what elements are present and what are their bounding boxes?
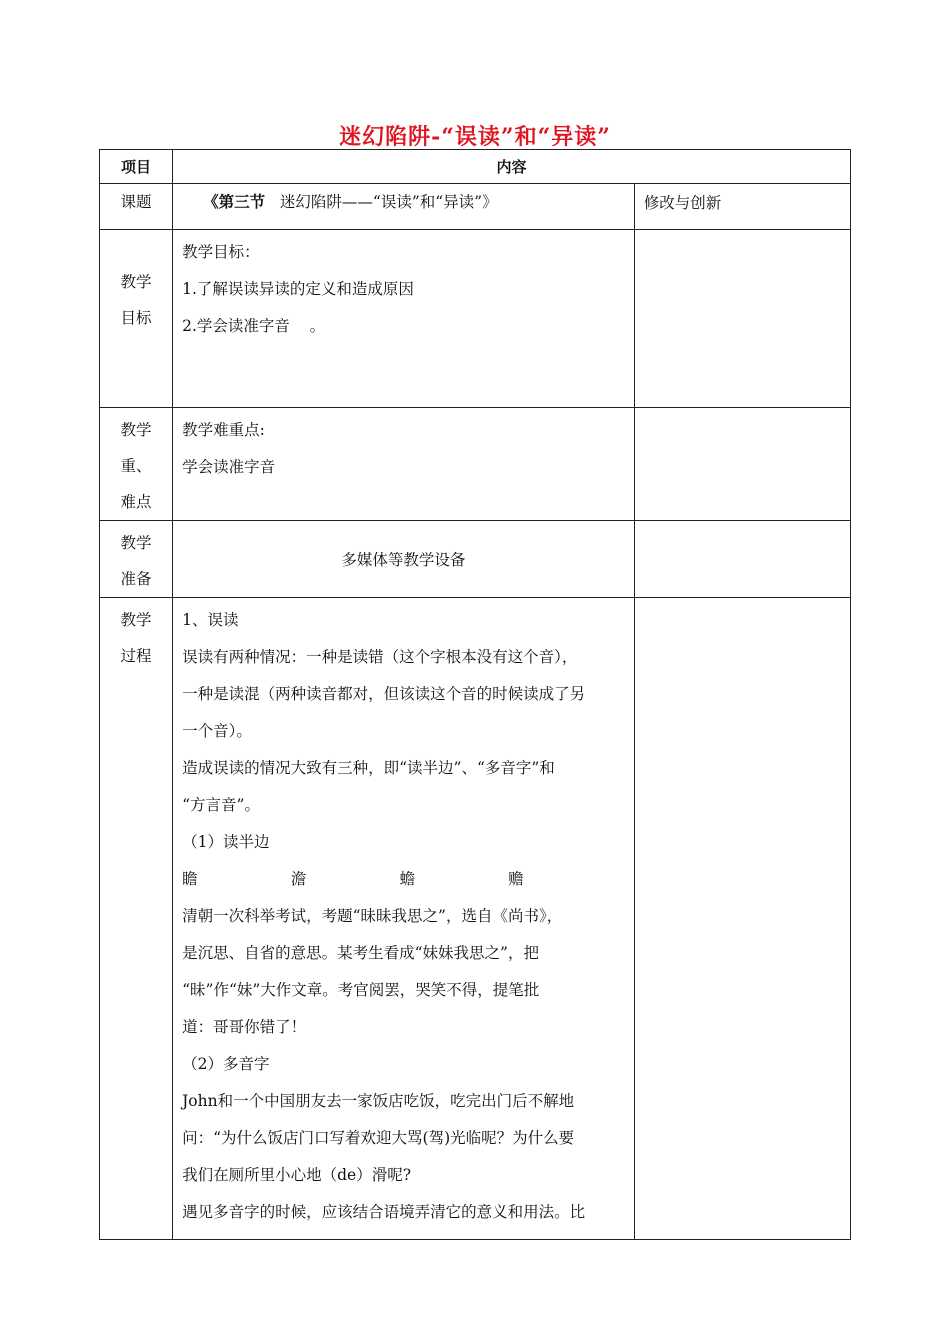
prep-label-cell bbox=[100, 521, 173, 598]
process-line: 一个音）。 bbox=[182, 722, 252, 740]
example-chars bbox=[182, 861, 624, 898]
keti-section: 《第三节 bbox=[203, 192, 266, 211]
keypoints-label-3: 难点 bbox=[120, 493, 152, 511]
goals-line: 教学目标： bbox=[182, 243, 260, 261]
lesson-plan-table bbox=[99, 149, 851, 1240]
keti-name: 迷幻陷阱——“误读”和“异读”》 bbox=[279, 193, 498, 211]
goals-label-cell bbox=[100, 230, 173, 408]
prep-row bbox=[100, 521, 851, 598]
example-char: 瞻 bbox=[182, 870, 198, 888]
process-line: （1）读半边 bbox=[182, 833, 270, 851]
process-line: 1、误读 bbox=[182, 611, 239, 629]
process-line: John和一个中国朋友去一家饭店吃饭，吃完出门后不解地 bbox=[182, 1092, 575, 1110]
process-line: 我们在厕所里小心地（de）滑呢? bbox=[182, 1166, 411, 1184]
process-line: 一种是读混（两种读音都对，但该读这个音的时候读成了另 bbox=[182, 685, 586, 703]
process-content-cell bbox=[173, 598, 635, 1240]
process-line: “方言音”。 bbox=[182, 796, 260, 814]
page-title: 迷幻陷阱-“误读”和“异读” bbox=[339, 124, 611, 150]
prep-text: 多媒体等教学设备 bbox=[341, 551, 466, 569]
process-line: （2）多音字 bbox=[182, 1055, 270, 1073]
keypoints-row bbox=[100, 408, 851, 521]
process-line: 道：哥哥你错了！ bbox=[182, 1018, 307, 1036]
process-line: 清朝一次科举考试，考题“昧昧我思之”，选自《尚书》， bbox=[182, 907, 563, 925]
goals-line: 2.学会读准字音 。 bbox=[182, 317, 326, 335]
goals-side-cell bbox=[634, 230, 850, 408]
keti-label-cell bbox=[100, 184, 173, 230]
keypoints-label-2: 重、 bbox=[120, 457, 152, 475]
prep-content-cell bbox=[173, 521, 635, 598]
process-line: 遇见多音字的时候，应该结合语境弄清它的意义和用法。比 bbox=[182, 1203, 586, 1221]
keypoints-line: 学会读准字音 bbox=[182, 458, 276, 476]
keypoints-line: 教学难重点: bbox=[182, 421, 265, 439]
goals-label-2: 目标 bbox=[120, 309, 152, 327]
process-side-cell bbox=[634, 598, 850, 1240]
keti-content-cell bbox=[173, 184, 635, 230]
keti-label: 课题 bbox=[120, 193, 152, 211]
example-char: 蟾 bbox=[399, 870, 415, 888]
example-char: 赡 bbox=[508, 870, 524, 888]
process-line: “昧”作“妹”大作文章。考官阅罢，哭笑不得，提笔批 bbox=[182, 981, 540, 999]
keypoints-side-cell bbox=[634, 408, 850, 521]
keypoints-content-cell bbox=[173, 408, 635, 521]
process-line: 是沉思、自省的意思。某考生看成“妹妹我思之”，把 bbox=[182, 944, 539, 962]
process-line: 问：“为什么饭店门口写着欢迎大骂(驾)光临呢？为什么要 bbox=[182, 1129, 575, 1147]
prep-side-cell bbox=[634, 521, 850, 598]
keypoints-label-cell bbox=[100, 408, 173, 521]
keti-side-label: 修改与创新 bbox=[643, 194, 722, 212]
prep-label-1: 教学 bbox=[120, 534, 152, 552]
goals-label-1: 教学 bbox=[120, 273, 152, 291]
process-line: 误读有两种情况：一种是读错（这个字根本没有这个音）， bbox=[182, 648, 578, 666]
process-line: 造成误读的情况大致有三种，即“读半边”、“多音字”和 bbox=[182, 759, 555, 777]
process-row bbox=[100, 598, 851, 1240]
goals-row bbox=[100, 230, 851, 408]
keti-row bbox=[100, 184, 851, 230]
process-label-2: 过程 bbox=[120, 647, 152, 665]
header-item: 项目 bbox=[100, 150, 173, 184]
header-row bbox=[100, 150, 851, 184]
goals-line: 1.了解误读异读的定义和造成原因 bbox=[182, 280, 414, 298]
process-label-cell bbox=[100, 598, 173, 1240]
process-label-1: 教学 bbox=[120, 611, 152, 629]
header-content: 内容 bbox=[173, 150, 851, 184]
goals-content-cell bbox=[173, 230, 635, 408]
keypoints-label-1: 教学 bbox=[120, 421, 152, 439]
prep-label-2: 准备 bbox=[120, 570, 152, 588]
example-char: 澹 bbox=[290, 870, 307, 888]
keti-side-cell bbox=[634, 184, 850, 230]
